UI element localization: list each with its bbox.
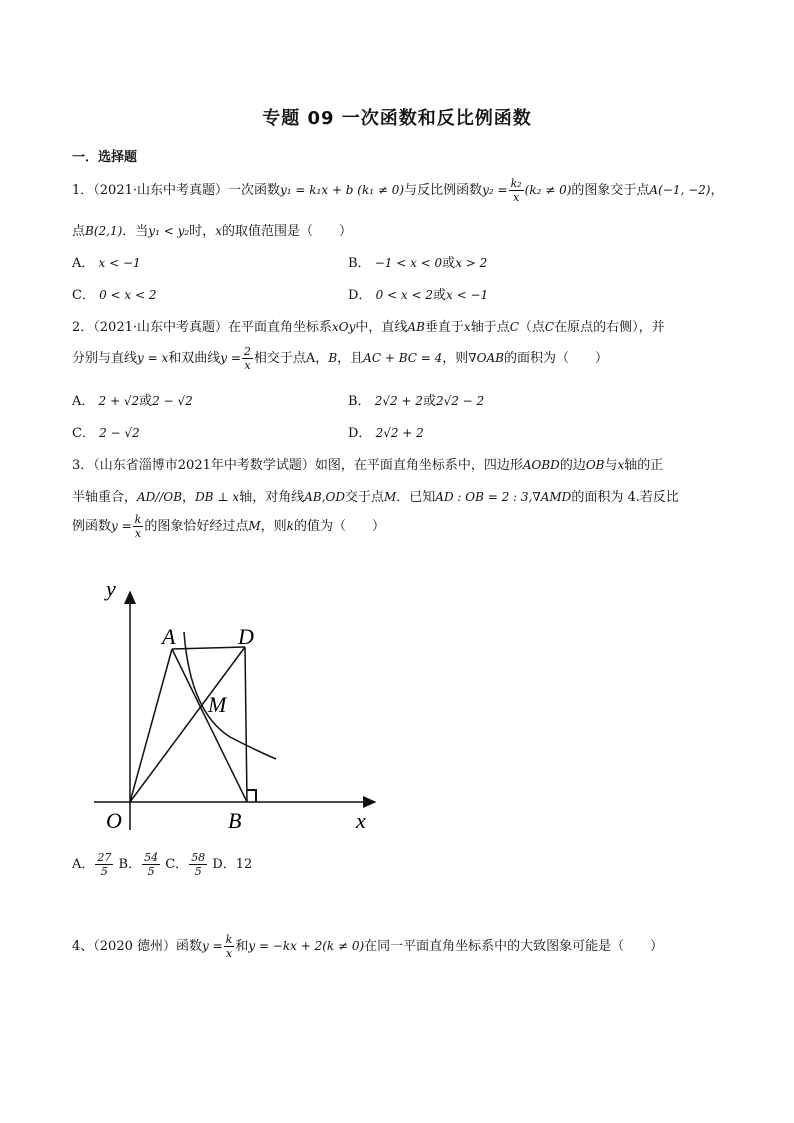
label-o: O xyxy=(106,808,122,833)
question-2-line-2: 分别与直线y = x和双曲线y = $\frac{2}{x}$ 相交于点A，B，且AC + BC = 4，则∇OAB的面积为（ ） xyxy=(72,345,608,372)
q2-fraction: $\frac{2}{x}$ xyxy=(243,345,251,372)
q3-option-a-fraction: $\frac{27}{5}$ xyxy=(97,851,112,878)
question-3-line-1: 3．（山东省淄博市2021年中考数学试题）如图，在平面直角坐标系中，四边形AOBD的边OB与x轴的正 xyxy=(72,458,664,473)
q1-point-b: B(2,1) xyxy=(85,224,123,238)
q3-figure xyxy=(90,572,390,842)
q3-options: A． $\frac{27}{5}$ B． $\frac{54}{5}$ C． $\frac{58}{5}$ D．12 xyxy=(72,851,253,878)
section-heading: 一．选择题 xyxy=(72,150,138,165)
segment-oa xyxy=(130,649,172,802)
q1-math: y₂ = xyxy=(482,183,508,197)
question-4-line-1: 4、（2020 德州）函数y = $\frac{k}{x}$ 和y = −kx + 2(k ≠ 0)在同一平面直角坐标系中的大致图象可能是（ ） xyxy=(72,933,664,960)
q1-text: 与反比例函数 xyxy=(404,183,483,198)
question-3-line-2: 半轴重合，AD//OB，DB ⊥ x轴，对角线AB,OD交于点M．已知AD : OB = 2 : 3,∇AMD的面积为 4.若反比 xyxy=(72,490,679,505)
q3-fraction: $\frac{k}{x}$ xyxy=(134,513,142,540)
question-3-line-3: 例函数y = $\frac{k}{x}$ 的图象恰好经过点M，则k的值为（ ） xyxy=(72,513,385,540)
q1-math: (k₂ ≠ 0) xyxy=(524,183,572,197)
diagonal-ab xyxy=(172,649,247,802)
label-y: y xyxy=(106,576,116,601)
q1-point-a: A(−1, −2) xyxy=(649,183,711,197)
right-angle-mark xyxy=(247,790,256,802)
q1-text: 的图象交于点 xyxy=(571,183,650,198)
question-1-line-2: 点B(2,1)．当y₁ < y₂时，x的取值范围是（ ） xyxy=(72,224,352,239)
q3-option-c-fraction: $\frac{58}{5}$ xyxy=(191,851,206,878)
label-a: A xyxy=(162,624,176,649)
q1-option-b: B． −1 < x < 0或x > 2 xyxy=(348,256,488,271)
q1-option-a: A． x < −1 xyxy=(72,256,141,271)
q1-option-d: D． 0 < x < 2或x < −1 xyxy=(348,288,489,303)
q2-option-a: A． 2 + √2或2 − √2 xyxy=(72,394,193,409)
segment-db xyxy=(245,647,247,802)
q1-fraction: $\frac{\text{k₂}}{x}$ xyxy=(510,177,522,204)
question-2-line-1: 2．（2021·山东中考真题）在平面直角坐标系xOy中，直线AB垂直于x轴于点C（点C在原点的右侧），并 xyxy=(72,320,665,335)
q2-option-b: B． 2√2 + 2或2√2 − 2 xyxy=(348,394,485,409)
q2-option-c: C． 2 − √2 xyxy=(72,426,140,441)
question-1-line-1: 1．（2021·山东中考真题）一次函数y₁ = k₁x + b (k₁ ≠ 0)与反比例函数y₂ = $\frac{\text{k₂}}{x}$ (k₂ ≠ 0)的图象交于点A(−1, −2)， xyxy=(72,177,724,204)
diagonal-od xyxy=(130,647,245,802)
label-b: B xyxy=(228,808,242,833)
page-title: 专题 09 一次函数和反比例函数 xyxy=(262,108,532,129)
q1-text: 1．（2021·山东中考真题）一次函数 xyxy=(72,183,280,198)
label-x: x xyxy=(356,808,366,833)
hyperbola-curve xyxy=(184,632,276,759)
segment-ad xyxy=(172,647,245,649)
q1-math: y₁ = k₁x + b (k₁ ≠ 0) xyxy=(280,183,405,197)
q1-option-c: C． 0 < x < 2 xyxy=(72,288,157,303)
label-d: D xyxy=(238,624,254,649)
label-m: M xyxy=(208,692,227,717)
q4-fraction: $\frac{k}{x}$ xyxy=(225,933,233,960)
q2-option-d: D． 2√2 + 2 xyxy=(348,426,424,441)
q3-option-b-fraction: $\frac{54}{5}$ xyxy=(144,851,159,878)
